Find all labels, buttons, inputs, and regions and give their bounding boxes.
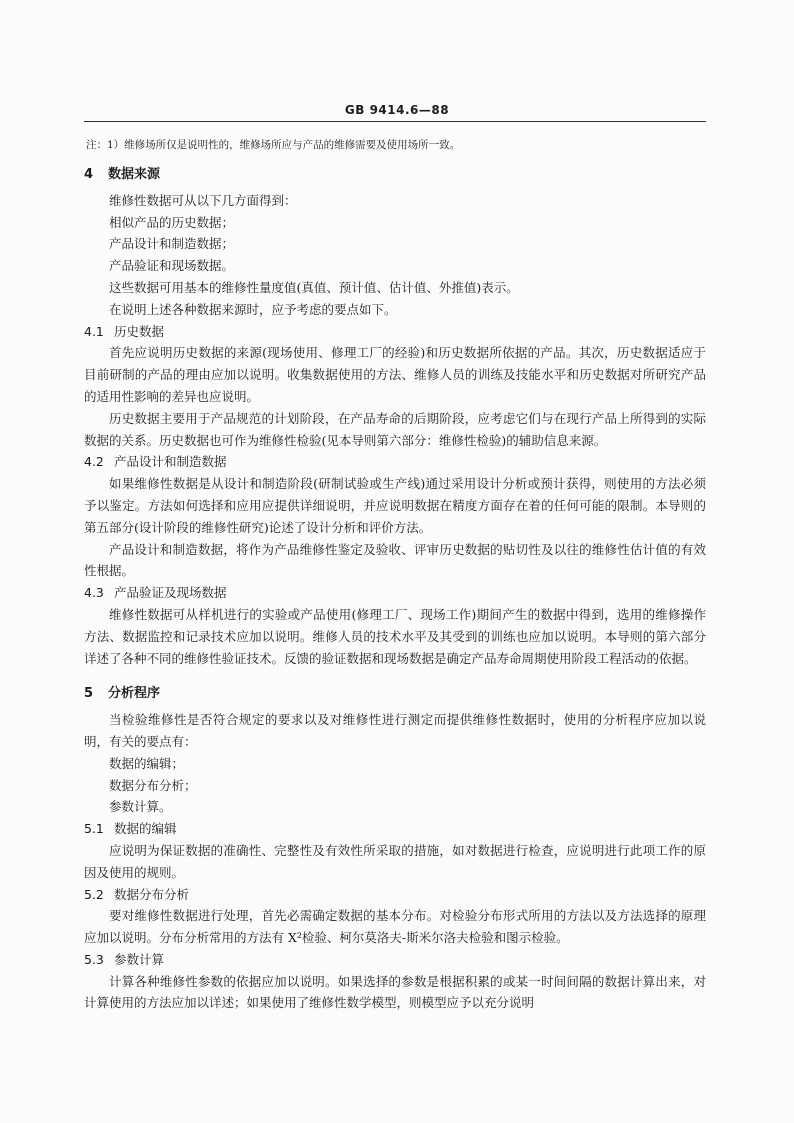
list-item: 参数计算。 xyxy=(109,799,172,815)
paragraph: 如果维修性数据是从设计和制造阶段(研制试验或生产线)通过采用设计分析或预计获得，则使用的方法必须予以鉴定。方法如何选择和应用应提供详细说明，并应说明数据在精度方面存在着的任何可能的限制。本导则的第五部分(设计阶段的维修性研究)论述了设计分析和评价方法。 xyxy=(84,476,706,535)
paragraph: 这些数据可用基本的维修性量度值(真值、预计值、估计值、外推值)表示。 xyxy=(109,279,519,295)
section-heading-4-2: 4.2 产品设计和制造数据 xyxy=(84,454,227,470)
section-heading-5-2: 5.2 数据分布分析 xyxy=(84,886,190,902)
paragraph: 要对维修性数据进行处理，首先必需确定数据的基本分布。对检验分布形式所用的方法以及方法选择的原理应加以说明。分布分析常用的方法有 X²检验、柯尔莫洛夫-斯米尔洛夫检验和图示检验。 xyxy=(84,908,706,946)
paragraph: 维修性数据可从样机进行的实验或产品使用(修理工厂、现场工作)期间产生的数据中得到，选用的维修操作方法、数据监控和记录技术应加以说明。维修人员的技术水平及其受到的训练也应加以说明。本导则的第六部分详述了各种不同的维修性验证技术。反馈的验证数据和现场数据是确定产品寿命周期使用阶段工程活动的依据。 xyxy=(84,606,706,666)
paragraph: 应说明为保证数据的准确性、完整性及有效性所采取的措施，如对数据进行检查，应说明进行此项工作的原因及使用的规则。 xyxy=(84,842,706,880)
list-item: 相似产品的历史数据； xyxy=(109,214,235,230)
list-item: 产品验证和现场数据。 xyxy=(109,258,235,274)
section-heading-5-3: 5.3 参数计算 xyxy=(84,951,165,967)
section-heading-4-3: 4.3 产品验证及现场数据 xyxy=(84,585,227,601)
section-heading-5-1: 5.1 数据的编辑 xyxy=(84,821,177,837)
list-item: 数据分布分析； xyxy=(109,777,197,793)
list-item: 数据的编辑； xyxy=(109,755,185,771)
page-header-code: GB 9414.6—88 xyxy=(344,103,450,117)
paragraph: 计算各种维修性参数的依据应加以说明。如果选择的参数是根据积累的或某一时间间隔的数据计算出来，对计算使用的方法应加以详述；如果使用了维修性数学模型，则模型应予以充分说明 xyxy=(84,973,706,1011)
section-heading-4: 4 数据来源 xyxy=(84,167,161,182)
section-heading-5: 5 分析程序 xyxy=(84,686,161,702)
footnote: 注：1）维修场所仅是说明性的，维修场所应与产品的维修需要及使用场所一致。 xyxy=(86,139,461,151)
paragraph: 当检验维修性是否符合规定的要求以及对维修性进行测定而提供维修性数据时，使用的分析程序应加以说明，有关的要点有： xyxy=(84,712,706,749)
list-item: 产品设计和制造数据； xyxy=(109,236,235,252)
main-content xyxy=(84,160,706,1014)
paragraph: 维修性数据可从以下几方面得到： xyxy=(109,192,297,208)
header-rule xyxy=(84,121,706,122)
paragraph: 历史数据主要用于产品规范的计划阶段，在产品寿命的后期阶段，应考虑它们与在现行产品上所得到的实际数据的关系。历史数据也可作为维修性检验(见本导则第六部分：维修性检验)的辅助信息来源。 xyxy=(84,410,706,448)
paragraph: 在说明上述各种数据来源时，应予考虑的要点如下。 xyxy=(109,301,397,317)
paragraph: 产品设计和制造数据，将作为产品维修性鉴定及验收、评审历史数据的贴切性及以往的维修性估计值的有效性根据。 xyxy=(84,541,706,579)
section-heading-4-1: 4.1 历史数据 xyxy=(84,323,165,339)
paragraph: 首先应说明历史数据的来源(现场使用、修理工厂的经验)和历史数据所依据的产品。其次，历史数据适应于目前研制的产品的理由应加以说明。收集数据使用的方法、维修人员的训练及技能水平和历史数据对所研究产品的适用性影响的差异也应说明。 xyxy=(84,345,706,404)
